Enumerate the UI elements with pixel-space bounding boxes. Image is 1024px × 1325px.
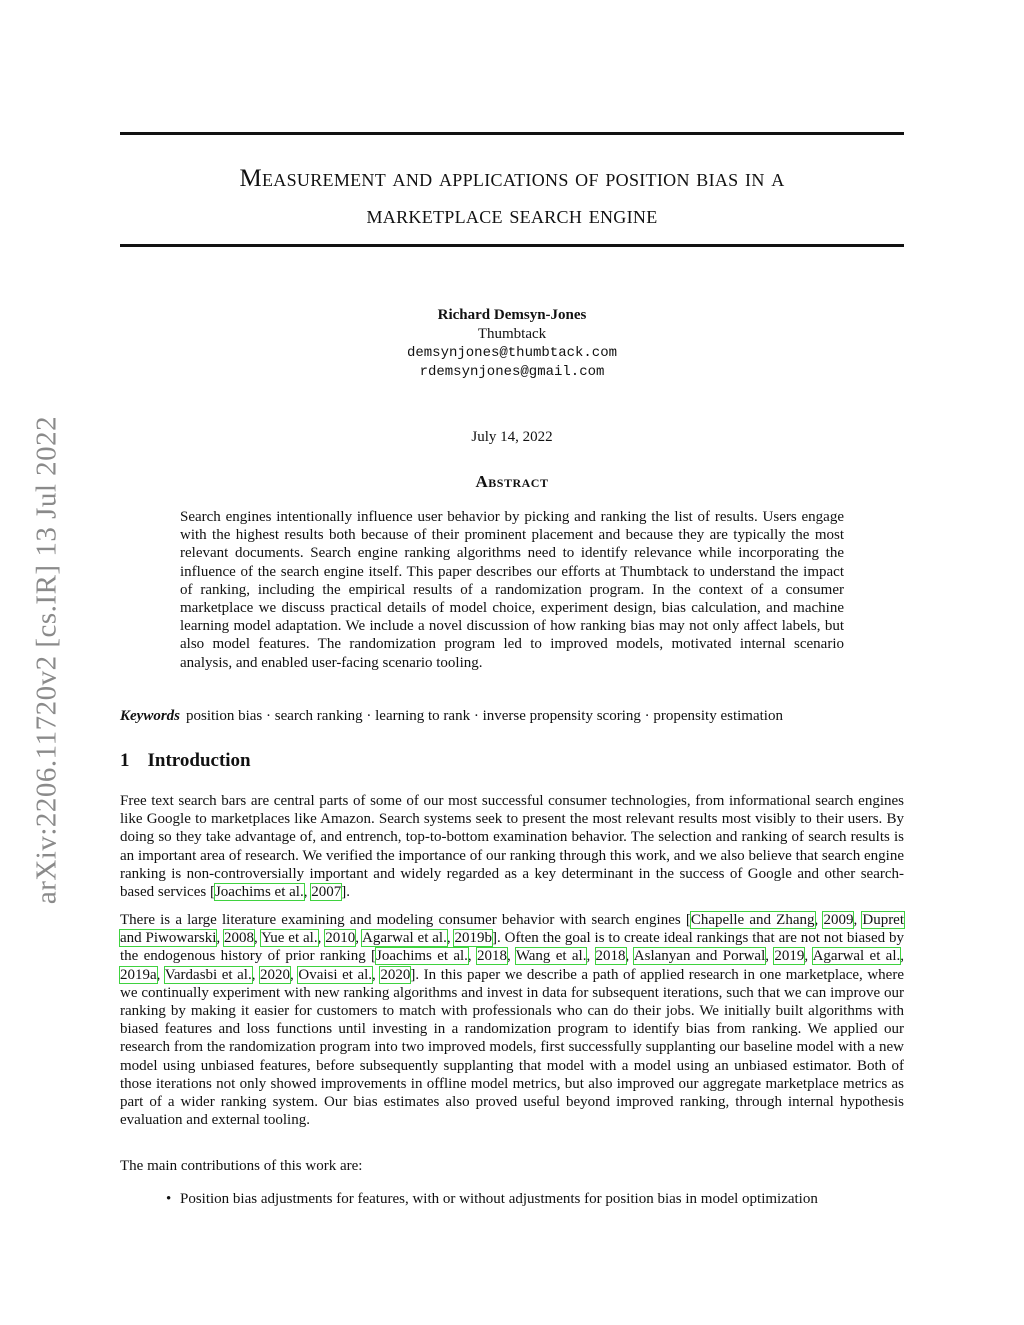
keywords-line [120, 707, 904, 726]
citation-separator: , [586, 948, 596, 965]
citation-link[interactable]: Yue et al. [261, 930, 318, 947]
citation-separator: , [853, 912, 863, 928]
citation-separator: , [156, 966, 165, 983]
author-email-secondary[interactable]: rdemsynjones@gmail.com [419, 364, 605, 380]
contribution-list-item [166, 1190, 906, 1209]
paragraph-text: There is a large literature examining and modeling consumer behavior with search engines [ [120, 912, 691, 928]
arxiv-identifier: arXiv:2206.11720v2 [cs.IR] 13 Jul 2022 [30, 415, 63, 905]
citation-separator: , [446, 930, 455, 947]
citation-link[interactable]: Dupret and Piwowarski [120, 912, 905, 947]
section-title: Introduction [147, 750, 251, 771]
author-affiliation: Thumbtack [477, 326, 547, 342]
citation-separator: , [804, 948, 813, 965]
citation-separator: , [303, 884, 312, 901]
paper-title-line-2: marketplace search engine [366, 202, 658, 229]
paragraph-text: ]. In this paper we describe a path of applied research in one marketplace, where we continually experiment with new ranking algorithms and invest in data for subsequent iterations, such that we can improve our ranking by making it easier for customers to match with professionals who can do their jobs. We initially built algorithms with biased features and loss functions until investing in a randomization program to identify bias from ranking. We applied our research from the randomization program into two improved models, first successfully supplanting our baseline model with a new model using unbiased features, before subsequently supplanting that model with a model using an unbiased estimator. Both of those iterations not only showed improvements in offline model metrics, but also improved our aggregate marketplace metrics as part of a wider ranking system. Our bias estimates also proved useful beyond improved ranking, through internal hypothesis evaluation and external tooling. [120, 966, 904, 1129]
keywords-label: Keywords [120, 708, 180, 724]
paragraph-text: ]. Often the goal is to create ideal rankings that are not not biased by the endogenous history of prior ranking [ [120, 930, 905, 965]
citation-link[interactable]: 2018 [595, 948, 626, 965]
citation-link[interactable]: 2019 [774, 948, 805, 965]
citation-separator: , [625, 948, 634, 965]
citation-link[interactable]: 2019a [120, 966, 157, 983]
citation-link[interactable]: Vardasbi et al. [164, 966, 252, 983]
citation-link[interactable]: Joachims et al. [376, 948, 468, 965]
paper-title [120, 160, 904, 234]
citation-separator: , [317, 930, 326, 947]
bullet-icon: • [166, 1191, 172, 1207]
citation-link[interactable]: Agarwal et al. [362, 930, 447, 947]
citation-link[interactable]: 2008 [224, 930, 255, 947]
citation-link[interactable]: Aslanyan and Porwal [633, 948, 766, 965]
keywords-text: position bias · search ranking · learning to rank · inverse propensity scoring · propensity estimation [186, 708, 783, 724]
citation-separator: , [290, 966, 299, 983]
section-heading-introduction [120, 750, 251, 772]
citation-separator: , [814, 912, 824, 928]
paragraph-text: Free text search bars are central parts of some of our most successful consumer technologies, from informational search engines like Google to marketplaces like Amazon. Search systems seek to present the most relevant results most visibly to their users. By doing so they take advantage of, and entrench, top-to-bottom examination behavior. The selection and ranking of search results is an important area of research. We verified the importance of our ranking through this work, and we also believe that search engine ranking is non-controversially important and widely regarded as a key determinant in the success of Google and other search-based services [ [120, 793, 904, 901]
abstract-heading: Abstract [475, 472, 549, 491]
author-email-primary[interactable]: demsynjones@thumbtack.com [406, 345, 618, 361]
citation-link[interactable]: 2007 [311, 884, 342, 901]
citation-link[interactable]: Ovaisi et al. [298, 966, 373, 983]
abstract-text: Search engines intentionally influence user behavior by picking and ranking the list of results. Users engage with the highest results both because of their prominent placement and because they are typically the most relevant documents. Search engine ranking algorithms need to identify relevance while incorporating the influence of the search engine itself. This paper describes our efforts at Thumbtack to understand the impact of ranking, including the empirical results of a randomization program. In the context of a consumer marketplace we discuss practical details of model choice, experiment design, bias calculation, and machine learning model adaptation. We include a novel discussion of how ranking bias may not only affect labels, but also model features. The randomization program led to improved models, motivated internal scenario analysis, and enabled user-facing scenario tooling. [180, 509, 844, 671]
citation-separator: , [507, 948, 516, 965]
citation-link[interactable]: Joachims et al. [214, 884, 304, 901]
contribution-text: Position bias adjustments for features, with or without adjustments for position bias in model optimization [180, 1191, 818, 1207]
section-number: 1 [120, 750, 130, 771]
author-name: Richard Demsyn-Jones [437, 307, 587, 323]
intro-paragraph-3: The main contributions of this work are: [120, 1158, 363, 1174]
citation-link[interactable]: Chapelle and Zhang [690, 912, 815, 928]
citation-link[interactable]: 2020 [260, 966, 291, 983]
intro-paragraph-2 [120, 911, 904, 1129]
citation-separator: , [900, 948, 905, 965]
citation-link[interactable]: Wang et al. [515, 948, 587, 965]
citation-link[interactable]: 2009 [823, 912, 854, 928]
citation-separator: , [355, 930, 363, 947]
title-bottom-rule [120, 244, 904, 247]
title-top-rule [120, 132, 904, 135]
author-block [120, 306, 904, 382]
citation-separator: , [372, 966, 381, 983]
citation-link[interactable]: 2019b [454, 930, 492, 947]
paragraph-text: ]. [341, 884, 350, 901]
citation-link[interactable]: 2018 [477, 948, 507, 965]
intro-paragraph-1 [120, 792, 904, 901]
citation-link[interactable]: Agarwal et al. [812, 948, 901, 965]
citation-link[interactable]: 2020 [380, 966, 411, 983]
citation-separator: , [467, 948, 477, 965]
paper-title-line-1: Measurement and applications of position bias in a [239, 165, 785, 192]
citation-separator: , [216, 930, 225, 947]
citation-link[interactable]: 2010 [325, 930, 356, 947]
citation-separator: , [251, 966, 261, 983]
citation-separator: , [765, 948, 775, 965]
citation-separator: , [254, 930, 262, 947]
publication-date: July 14, 2022 [471, 429, 553, 445]
